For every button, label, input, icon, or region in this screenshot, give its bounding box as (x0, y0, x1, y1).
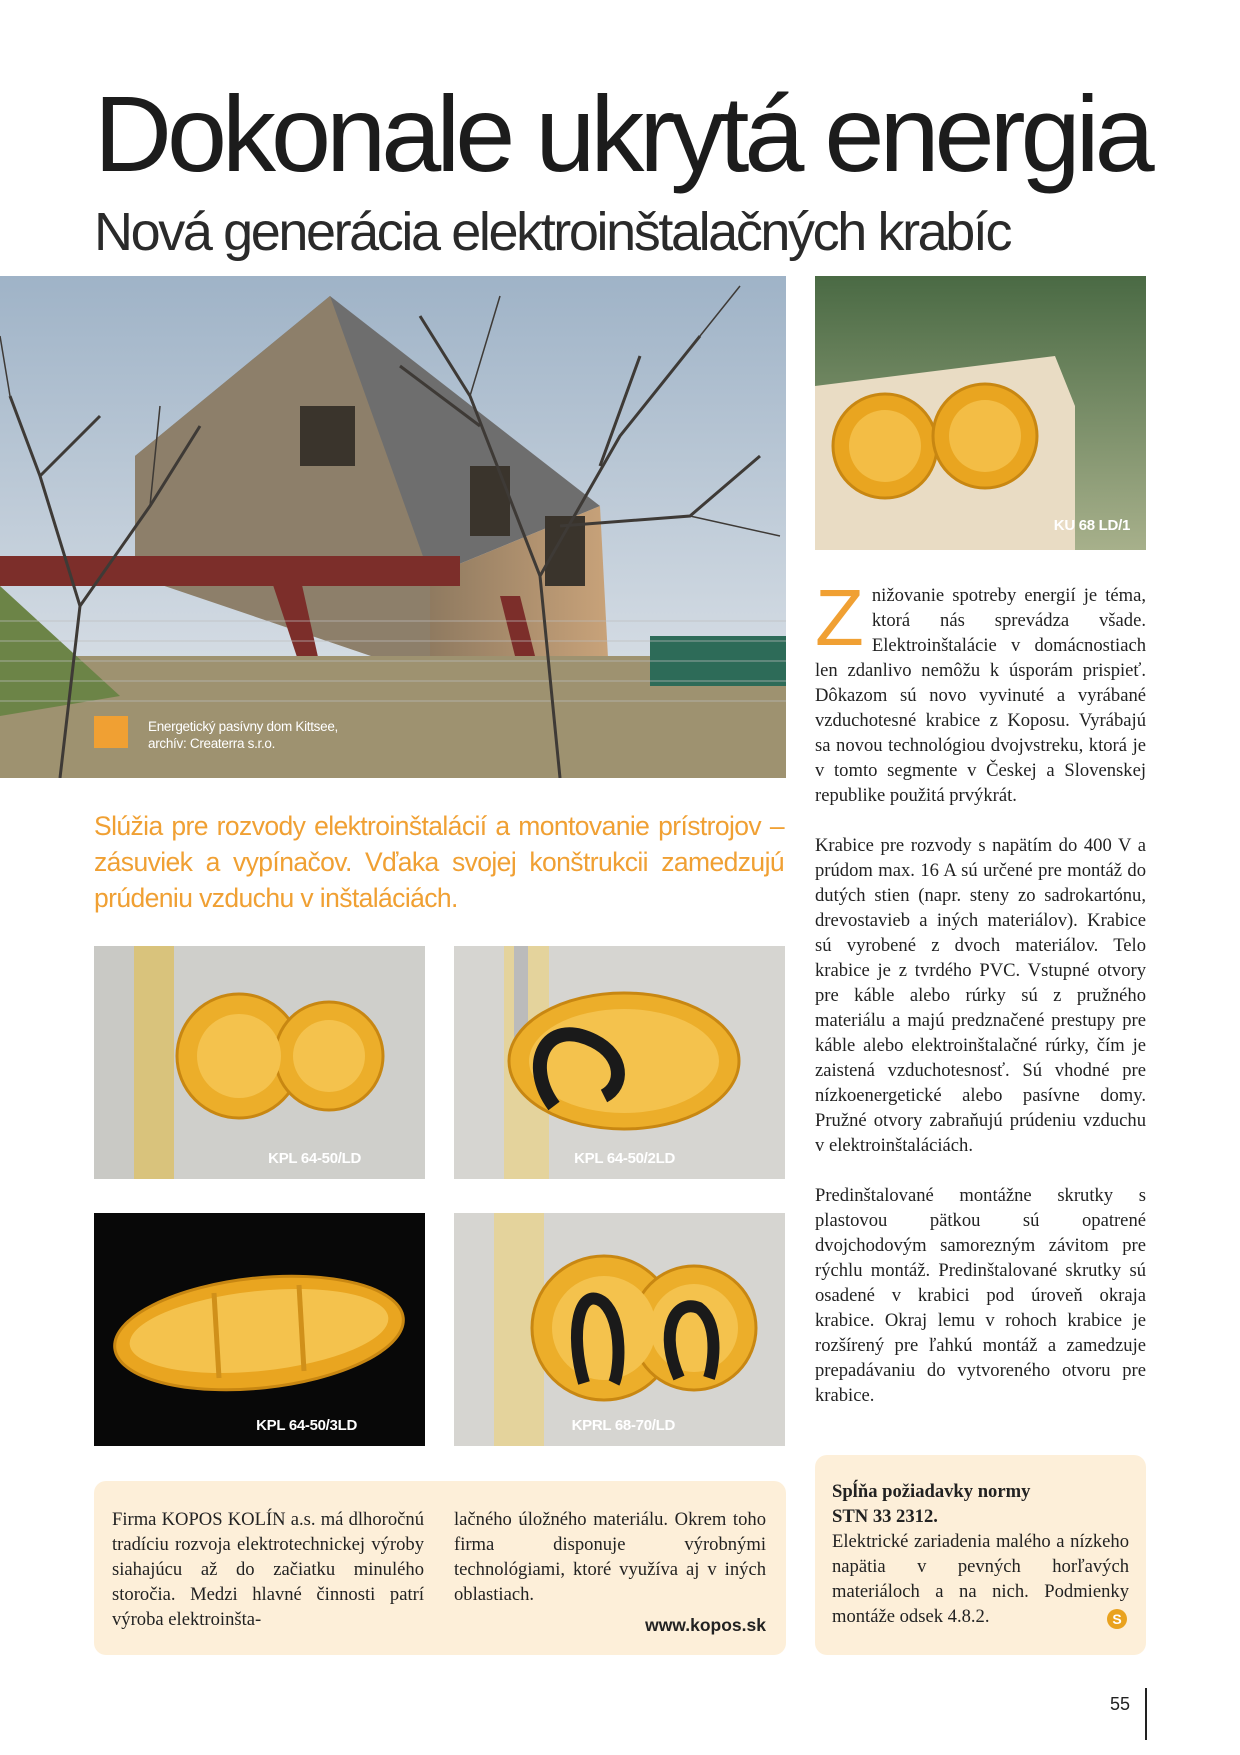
page-subtitle: Nová generácia elektroinštalačných krabíc (94, 202, 1011, 262)
article-column (815, 573, 1146, 1408)
company-info-box (94, 1481, 786, 1655)
product-label-ku68: KU 68 LD/1 (1053, 517, 1130, 534)
product-label-kpl-3ld: KPL 64-50/3LD (256, 1417, 357, 1434)
product-photo-kprl (454, 1213, 785, 1446)
lead-paragraph: Slúžia pre rozvody elektroinštalácií a montovanie prístrojov – zásuviek a vypínačov. Vďaka svojej konštrukcii zamedzujú prúdeniu vzduchu v inštaláciách. (94, 811, 784, 913)
hero-house-photo (0, 276, 786, 778)
page-number-divider (1145, 1688, 1147, 1740)
product-photo-kpl-ld (94, 946, 425, 1179)
product-photo-kpl-3ld (94, 1213, 425, 1446)
product-label-kprl: KPRL 68-70/LD (571, 1417, 675, 1434)
product-photo-kpl-2ld (454, 946, 785, 1179)
hero-caption-line1: Energetický pasívny dom Kittsee, (148, 719, 338, 734)
norm-info-box (815, 1455, 1146, 1655)
product-label-kpl-ld: KPL 64-50/LD (268, 1150, 361, 1167)
norm-text: Elektrické zariadenia malého a nízkeho napätia v pevných horľavých materiáloch a na nich. Podmienky montáže odsek 4.8.2. (832, 1531, 1129, 1627)
company-website-link[interactable]: www.kopos.sk (645, 1615, 766, 1635)
company-text-col2: lačného úložného materiálu. Okrem toho firma disponuje výrobnými technológiami, ktoré využíva aj v iných oblastiach. (454, 1509, 766, 1605)
page-number: 55 (1110, 1694, 1131, 1714)
article-paragraph-2: Krabice pre rozvody s napätím do 400 V a prúdom max. 16 A sú určené pre montáž do dutých stien (napr. steny zo sadrokartónu, drevostavieb a iných materiálov). Krabice sú vyrobené z dvoch materiálov. Telo krabice je z tvrdého PVC. Vstupné otvory pre káble alebo rúrky sú z pružného materiálu a majú predznačené prestupy pre káble alebo elektroinštalačné rúrky, čím je zaistená vzduchotesnosť. Sú vhodné pre nízkoenergetické alebo pasívne domy. Pružné otvory zabraňujú prúdeniu vzduchu v elektroinštaláciách. (815, 835, 1146, 1156)
norm-heading-line2: STN 33 2312. (832, 1506, 938, 1527)
article-paragraph-3: Predinštalované montážne skrutky s plastovou pätkou sú opatrené dvojchodovým samorezným závitom pre rýchlu montáž. Predinštalované skrutky sú osadené v krabici pod úroveň okraja krabice. Okraj lemu v rohoch krabice je rozšírený pre ľahkú montáž a zamedzuje prepadávaniu do vytvoreného otvoru pre krabice. (815, 1185, 1146, 1406)
article-paragraph-1: Znižovanie spotreby energií je téma, ktorá nás sprevádza všade. Elektroinštalácie v domácnostiach len zdanlivo nemôžu k úsporám prispieť. Dôkazom sú novo vyvinuté a vyrábané vzduchotesné krabice z Koposu. Vyrábajú sa novou technológiou dvojvstreku, ktorá je v tomto segmente v Českej a Slovenskej republike použitá prvýkrát. (815, 573, 1146, 806)
product-photo-ku68 (815, 276, 1146, 550)
hero-caption-line2: archív: Createrra s.r.o. (148, 736, 276, 751)
norm-heading-line1: Spĺňa požiadavky normy (832, 1481, 1031, 1502)
company-text-col1: Firma KOPOS KOLÍN a.s. má dlhoročnú tradíciu rozvoja elektrotechnickej výroby siahajúcu až do začiatku minulého storočia. Medzi hlavné činnosti patrí výroba elektroinšta- (112, 1509, 424, 1630)
page-title: Dokonale ukrytá energia (94, 73, 1150, 194)
product-label-kpl-2ld: KPL 64-50/2LD (574, 1150, 675, 1167)
norm-badge-icon: S (1107, 1609, 1127, 1629)
drop-cap: Z (815, 573, 864, 662)
